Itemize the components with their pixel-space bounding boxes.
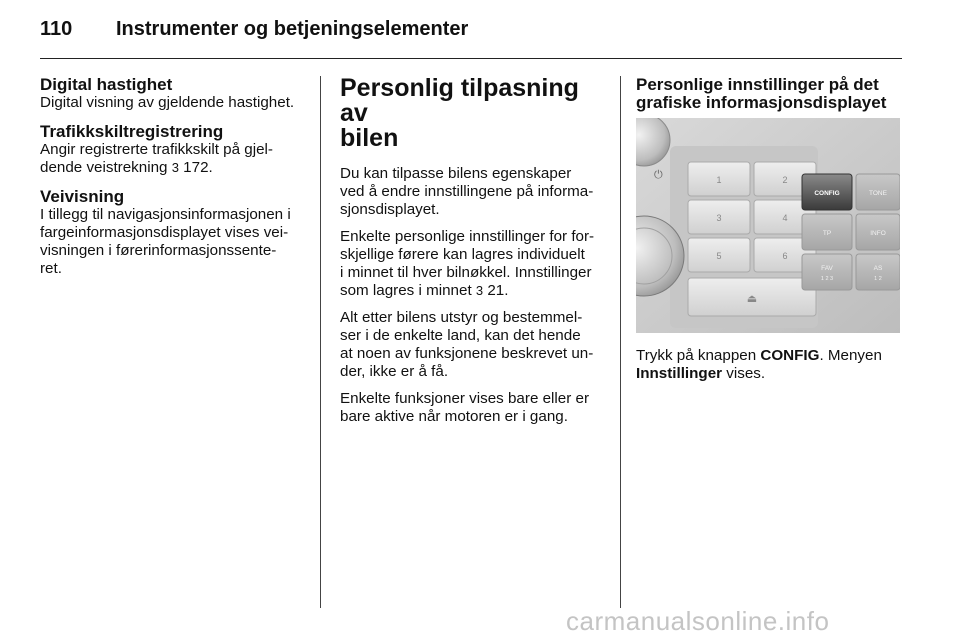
fav-button [802,254,852,290]
photo-caption [636,347,902,383]
text-line: at noen av funksjonene beskrevet un- [340,345,594,362]
svg-text:6: 6 [782,251,788,261]
eject-icon: ⏏ [746,293,758,305]
preset-button-1 [688,162,750,196]
page-heading: Instrumenter og betjeningselementer [116,18,469,40]
config-button [802,174,852,210]
text-line: Alt etter bilens utstyr og bestemmel- [340,309,583,326]
svg-text:TP: TP [822,230,832,237]
heading-line: Personlig tilpasning av [340,74,579,127]
paragraph-2 [340,228,606,300]
control-panel-photo [636,118,900,333]
text-line: ved å endre innstillingene på informa- [340,183,594,200]
heading-line: bilen [340,124,399,152]
section-traffic-sign [40,123,304,177]
section-digital-speed [40,76,304,112]
caption-config-keyword: CONFIG [760,347,820,364]
page-reference: 21. [483,282,509,299]
text-line: ser i de enkelte land, kan det hende [340,327,581,344]
page-header [40,14,902,59]
preset-button-5 [688,238,750,272]
text-line: der, ikke er å få. [340,363,449,380]
svg-text:1: 1 [716,175,722,185]
section-text-digital-speed: Digital visning av gjeldende hastighet. [40,94,295,111]
svg-text:FAV: FAV [821,265,833,272]
caption-text: Trykk på knappen [636,347,761,364]
text-line: som lagres i minnet [340,282,476,299]
text-line: dende veistrekning [40,159,172,176]
tp-button [802,214,852,250]
heading-line: grafiske informasjonsdisplayet [636,93,887,112]
caption-settings-keyword: Innstillinger [636,365,723,382]
text-line: I tillegg til navigasjonsinformasjonen i [40,206,291,223]
section-text-guidance [40,206,304,278]
watermark: carmanualsonline.info [566,606,830,636]
svg-text:4: 4 [782,213,788,223]
page-reference-icon: 3 [171,160,179,175]
svg-text:1 2: 1 2 [874,276,882,282]
section-text-traffic-sign [40,141,304,177]
svg-text:1 2 3: 1 2 3 [820,276,834,282]
paragraph-3 [340,309,606,381]
info-button [856,214,900,250]
heading-line: Personlige innstillinger på det [636,75,879,94]
eject-button [688,278,816,316]
section-title-traffic-sign: Trafikkskiltregistrering [40,122,224,141]
column-divider-2 [620,76,621,608]
text-line: Enkelte personlige innstillinger for for- [340,228,595,245]
as-button [856,254,900,290]
column-right [636,76,902,383]
svg-text:TONE: TONE [869,190,887,197]
column-middle [340,76,606,435]
svg-text:5: 5 [716,251,722,261]
section-title-guidance: Veivisning [40,187,125,206]
paragraph-1 [340,165,606,219]
column-left [40,76,304,289]
page-reference-icon: 3 [475,283,484,298]
main-heading [340,76,606,151]
preset-button-3 [688,200,750,234]
section-title-personal-settings [636,76,902,112]
svg-text:AS: AS [873,265,883,272]
section-title-digital-speed: Digital hastighet [40,75,173,94]
text-line: Du kan tilpasse bilens egenskaper [340,165,572,182]
page-number: 110 [40,18,73,40]
text-line: ret. [40,260,62,277]
text-line: sjonsdisplayet. [340,201,440,218]
column-divider-1 [320,76,321,608]
text-line: i minnet til hver bilnøkkel. Innstillinger [340,264,592,281]
page-reference: 172. [178,159,213,176]
paragraph-4 [340,390,606,426]
caption-text: vises. [722,365,766,382]
tone-button [856,174,900,210]
text-line: skjellige førere kan lagres individuelt [340,246,585,263]
text-line: visningen i førerinformasjonssente- [40,242,277,259]
svg-text:CONFIG: CONFIG [814,190,840,197]
power-icon: ⏻ [654,169,663,181]
svg-text:INFO: INFO [870,230,886,237]
text-line: Angir registrerte trafikkskilt på gjel- [40,141,273,158]
caption-text: . Menyen [819,347,882,364]
text-line: fargeinformasjonsdisplayet vises vei- [40,224,289,241]
svg-text:3: 3 [716,213,722,223]
section-guidance [40,188,304,278]
svg-text:2: 2 [782,175,788,185]
text-line: bare aktive når motoren er i gang. [340,408,568,425]
text-line: Enkelte funksjoner vises bare eller er [340,390,590,407]
